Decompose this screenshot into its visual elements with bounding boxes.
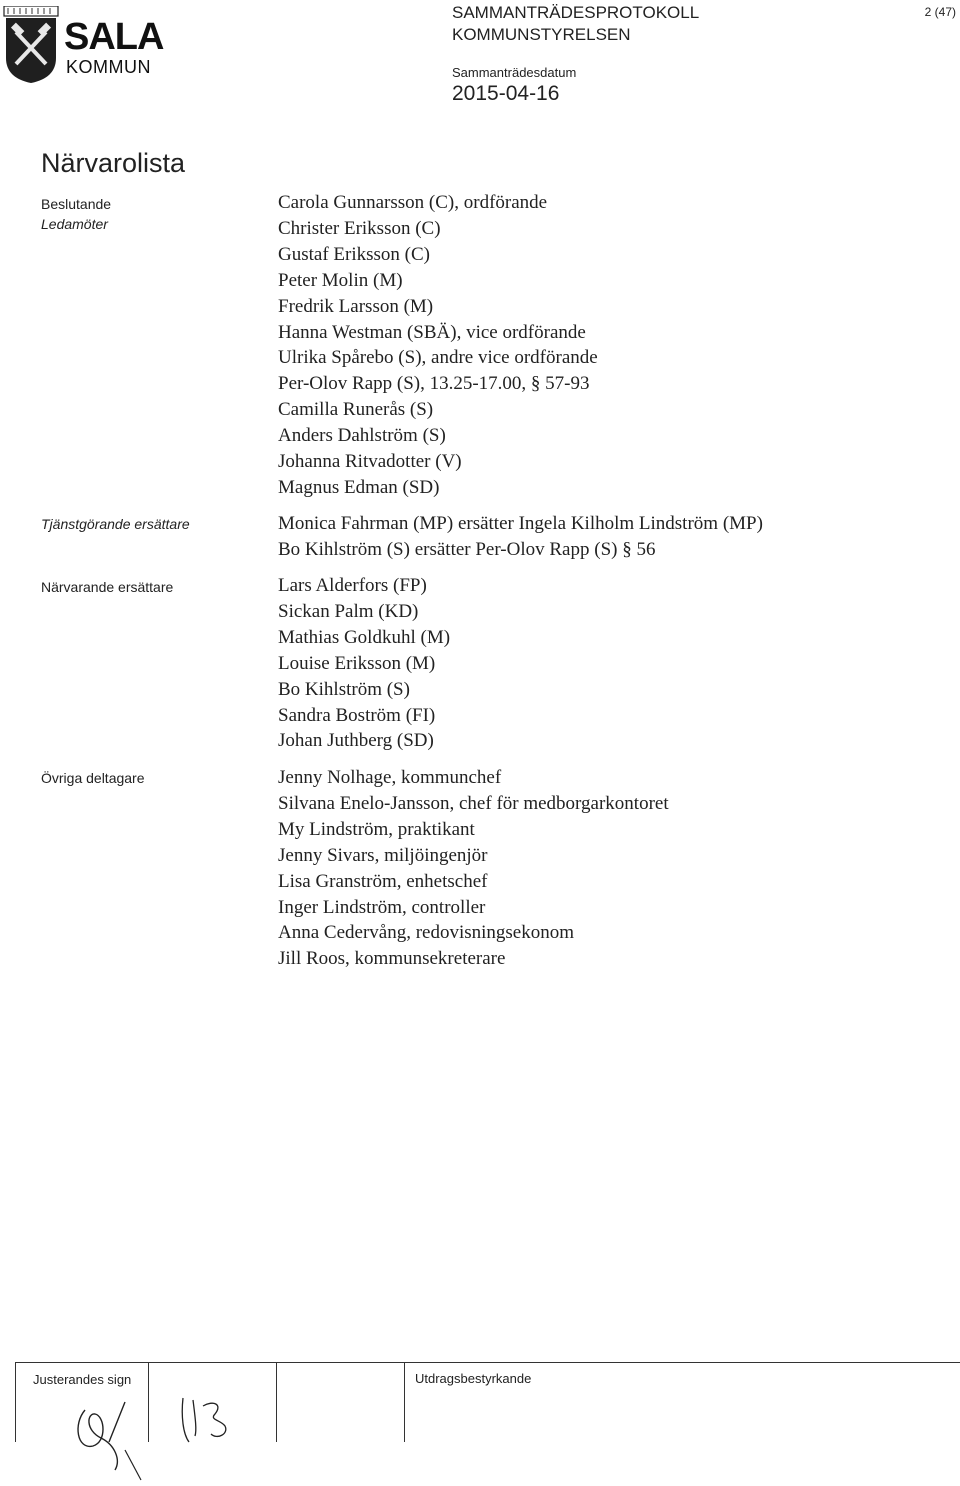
logo-wordmark: SALA [64, 16, 164, 58]
list-item: Lisa Granström, enhetschef [278, 870, 488, 892]
signature-box-divider [276, 1362, 277, 1442]
list-item: Gustaf Eriksson (C) [278, 243, 430, 265]
meeting-date-label: Sammanträdesdatum [452, 65, 577, 80]
list-item: Anders Dahlström (S) [278, 425, 446, 447]
list-item: Magnus Edman (SD) [278, 476, 440, 498]
adjuster-sign-label: Justerandes sign [33, 1372, 132, 1387]
list-item: My Lindström, praktikant [278, 818, 475, 840]
page-title: Närvarolista [41, 148, 186, 178]
list-item: Sickan Palm (KD) [278, 600, 419, 622]
list-item: Ulrika Spårebo (S), andre vice ordförande [278, 347, 598, 369]
list-item: Louise Eriksson (M) [278, 652, 436, 674]
signature-box-divider [404, 1362, 405, 1442]
list-item: Lars Alderfors (FP) [278, 575, 427, 596]
section-sublabel-ledamoter: Ledamöter [41, 216, 108, 232]
beslutande-list [278, 190, 598, 501]
meeting-date: 2015-04-16 [452, 82, 560, 105]
narvarande-list [278, 573, 450, 754]
list-item: Fredrik Larsson (M) [278, 295, 434, 317]
list-item: Sandra Boström (FI) [278, 704, 436, 726]
document-type: SAMMANTRÄDESPROTOKOLL [452, 3, 700, 22]
page-number: 2 (47) [924, 5, 956, 19]
list-item: Mathias Goldkuhl (M) [278, 626, 451, 648]
list-item: Jenny Sivars, miljöingenjör [278, 844, 488, 866]
list-item: Christer Eriksson (C) [278, 217, 441, 239]
list-item: Inger Lindström, controller [278, 896, 486, 918]
section-label-tjanstgorande: Tjänstgörande ersättare [41, 516, 190, 532]
list-item: Bo Kihlström (S) ersätter Per-Olov Rapp (S) § 56 [278, 538, 656, 560]
list-item: Johan Juthberg (SD) [278, 730, 434, 752]
list-item: Carola Gunnarsson (C), ordförande [278, 192, 548, 213]
section-label-beslutande: Beslutande [41, 196, 112, 212]
signature-box-top-border [15, 1362, 960, 1363]
list-item: Hanna Westman (SBÄ), vice ordförande [278, 321, 586, 343]
list-item: Per-Olov Rapp (S), 13.25-17.00, § 57-93 [278, 373, 590, 395]
signature-box [15, 1362, 960, 1486]
extract-certification-label: Utdragsbestyrkande [415, 1371, 532, 1386]
list-item: Johanna Ritvadotter (V) [278, 451, 462, 473]
list-item: Monica Fahrman (MP) ersätter Ingela Kilholm Lindström (MP) [278, 513, 763, 534]
section-label-narvarande: Närvarande ersättare [41, 579, 174, 595]
section-label-ovriga: Övriga deltagare [41, 770, 145, 786]
list-item: Bo Kihlström (S) [278, 678, 410, 700]
municipal-coat-of-arms-icon [2, 6, 60, 84]
list-item: Anna Cedervång, redovisningsekonom [278, 922, 575, 944]
logo-subtitle: KOMMUN [66, 57, 151, 77]
signature-box-divider [15, 1362, 16, 1442]
organization-name: KOMMUNSTYRELSEN [452, 25, 631, 44]
tjanstgorande-list [278, 511, 763, 563]
list-item: Jenny Nolhage, kommunchef [278, 767, 502, 788]
list-item: Peter Molin (M) [278, 269, 403, 291]
list-item: Camilla Runerås (S) [278, 399, 434, 421]
sala-kommun-logo [0, 0, 170, 90]
list-item: Silvana Enelo-Jansson, chef för medborgarkontoret [278, 792, 669, 814]
handwritten-signature-2 [173, 1386, 243, 1456]
list-item: Jill Roos, kommunsekreterare [278, 948, 506, 970]
handwritten-signature-1 [55, 1380, 155, 1484]
ovriga-list [278, 765, 669, 972]
